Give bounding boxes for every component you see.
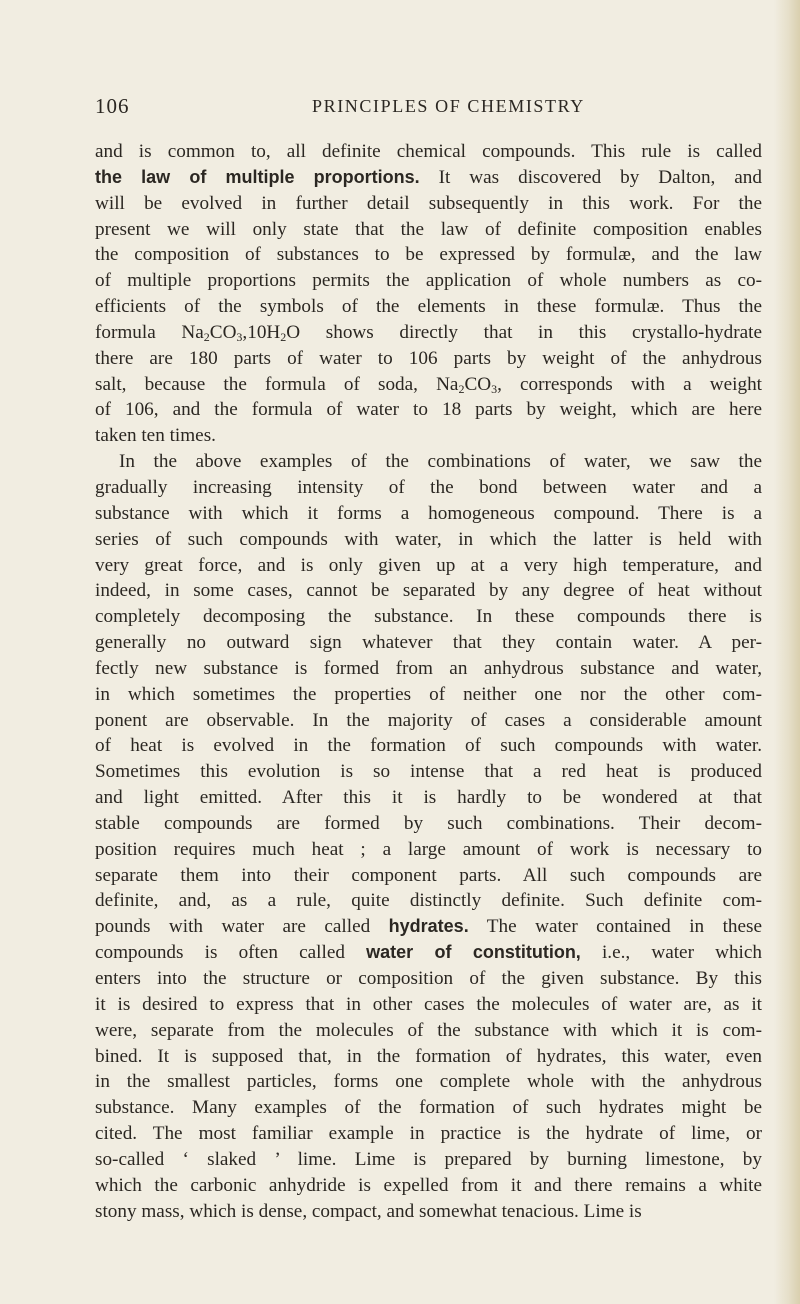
text-line: of multiple proportions permits the application of whole numbers as co- (95, 270, 762, 292)
text-line: in which sometimes the properties of neither one nor the other com- (95, 683, 762, 705)
page-number: 106 (95, 94, 130, 118)
text-line: present we will only state that the law of definite composition enables (95, 218, 762, 240)
text-line: Sometimes this evolution is so intense that a red heat is produced (95, 761, 762, 783)
text-line: there are 180 parts of water to 106 parts by weight of the anhydrous (95, 347, 762, 369)
subscript: 2 (280, 329, 287, 344)
paragraph-1 (95, 139, 762, 449)
text-line: definite, and, as a rule, quite distinctly definite. Such definite com- (95, 890, 762, 912)
running-head: PRINCIPLES OF CHEMISTRY (312, 96, 585, 116)
text-line: substance with which it forms a homogeneous compound. There is a (95, 502, 762, 524)
text-line (95, 914, 762, 940)
text-line: bined. It is supposed that, in the formation of hydrates, this water, even (95, 1045, 762, 1067)
text-line: so-called ‘ slaked ’ lime. Lime is prepared by burning limestone, by (95, 1148, 762, 1170)
text-line: were, separate from the molecules of the substance with which it is com- (95, 1019, 762, 1041)
paragraph-2 (95, 449, 762, 1224)
text-fragment: ,10H (242, 321, 281, 343)
page-edge-shadow (774, 0, 800, 1304)
text-line (95, 165, 762, 191)
text-line: taken ten times. (95, 425, 216, 447)
bold-term-hydrates: hydrates. (388, 916, 469, 937)
text-line: generally no outward sign whatever that they contain water. A per- (95, 632, 762, 654)
text-line: the composition of substances to be expressed by formulæ, and the law (95, 244, 762, 266)
text-line-formula (95, 320, 762, 346)
text-line: in the smallest particles, forms one complete whole with the anhydrous (95, 1071, 762, 1093)
text-fragment: i.e., water which (580, 942, 762, 964)
page-header (95, 94, 755, 124)
body-text (95, 139, 762, 1224)
text-line: fectly new substance is formed from an anhydrous substance and water, (95, 657, 762, 679)
text-fragment: The water contained in these (468, 916, 762, 938)
text-fragment: O shows directly that in this crystallo-hydrate (286, 321, 762, 343)
text-fragment: formula Na (95, 321, 204, 343)
text-fragment: CO (209, 321, 237, 343)
subscript: 3 (491, 381, 498, 396)
text-line (95, 940, 762, 966)
subscript: 2 (203, 329, 210, 344)
text-line: position requires much heat ; a large amount of work is necessary to (95, 838, 762, 860)
text-line: cited. The most familiar example in practice is the hydrate of lime, or (95, 1123, 762, 1145)
text-line: stony mass, which is dense, compact, and somewhat tenacious. Lime is (95, 1200, 642, 1222)
text-line: series of such compounds with water, in which the latter is held with (95, 528, 762, 550)
text-line: In the above examples of the combinations of water, we saw the (119, 451, 762, 473)
text-line-formula (95, 372, 762, 398)
text-line: separate them into their component parts. All such compounds are (95, 864, 762, 886)
text-line: substance. Many examples of the formation of such hydrates might be (95, 1097, 762, 1119)
text-fragment: salt, because the formula of soda, Na (95, 373, 459, 395)
text-fragment: CO (464, 373, 492, 395)
text-line: gradually increasing intensity of the bond between water and a (95, 476, 762, 498)
text-line: indeed, in some cases, cannot be separated by any degree of heat without (95, 580, 762, 602)
text-line: of heat is evolved in the formation of such compounds with water. (95, 735, 762, 757)
text-line: completely decomposing the substance. In these compounds there is (95, 606, 762, 628)
text-fragment: It was discovered by Dalton, and (419, 166, 762, 188)
text-fragment: , corresponds with a weight (497, 373, 762, 395)
text-line: will be evolved in further detail subsequently in this work. For the (95, 192, 762, 214)
text-line: stable compounds are formed by such combinations. Their decom- (95, 812, 762, 834)
text-line: ponent are observable. In the majority of cases a considerable amount (95, 709, 762, 731)
bold-term-law-of-multiple-proportions: the law of multiple proportions. (95, 166, 420, 187)
text-line: very great force, and is only given up at a very high temperature, and (95, 554, 762, 576)
text-line: enters into the structure or composition of the given substance. By this (95, 968, 762, 989)
text-fragment: pounds with water are called (95, 916, 389, 938)
text-line: it is desired to express that in other cases the molecules of water are, as it (95, 993, 762, 1015)
text-line: efficients of the symbols of the elements in these formulæ. Thus the (95, 296, 762, 318)
text-line: of 106, and the formula of water to 18 parts by weight, which are here (95, 399, 762, 421)
subscript: 2 (458, 381, 465, 396)
text-line: and light emitted. After this it is hardly to be wondered at that (95, 787, 762, 809)
bold-term-water-of-constitution: water of constitution, (366, 942, 581, 963)
text-fragment: compounds is often called (95, 942, 367, 964)
text-line: and is common to, all definite chemical compounds. This rule is called (95, 141, 762, 162)
text-line: which the carbonic anhydride is expelled from it and there remains a white (95, 1174, 762, 1196)
subscript: 3 (236, 329, 243, 344)
